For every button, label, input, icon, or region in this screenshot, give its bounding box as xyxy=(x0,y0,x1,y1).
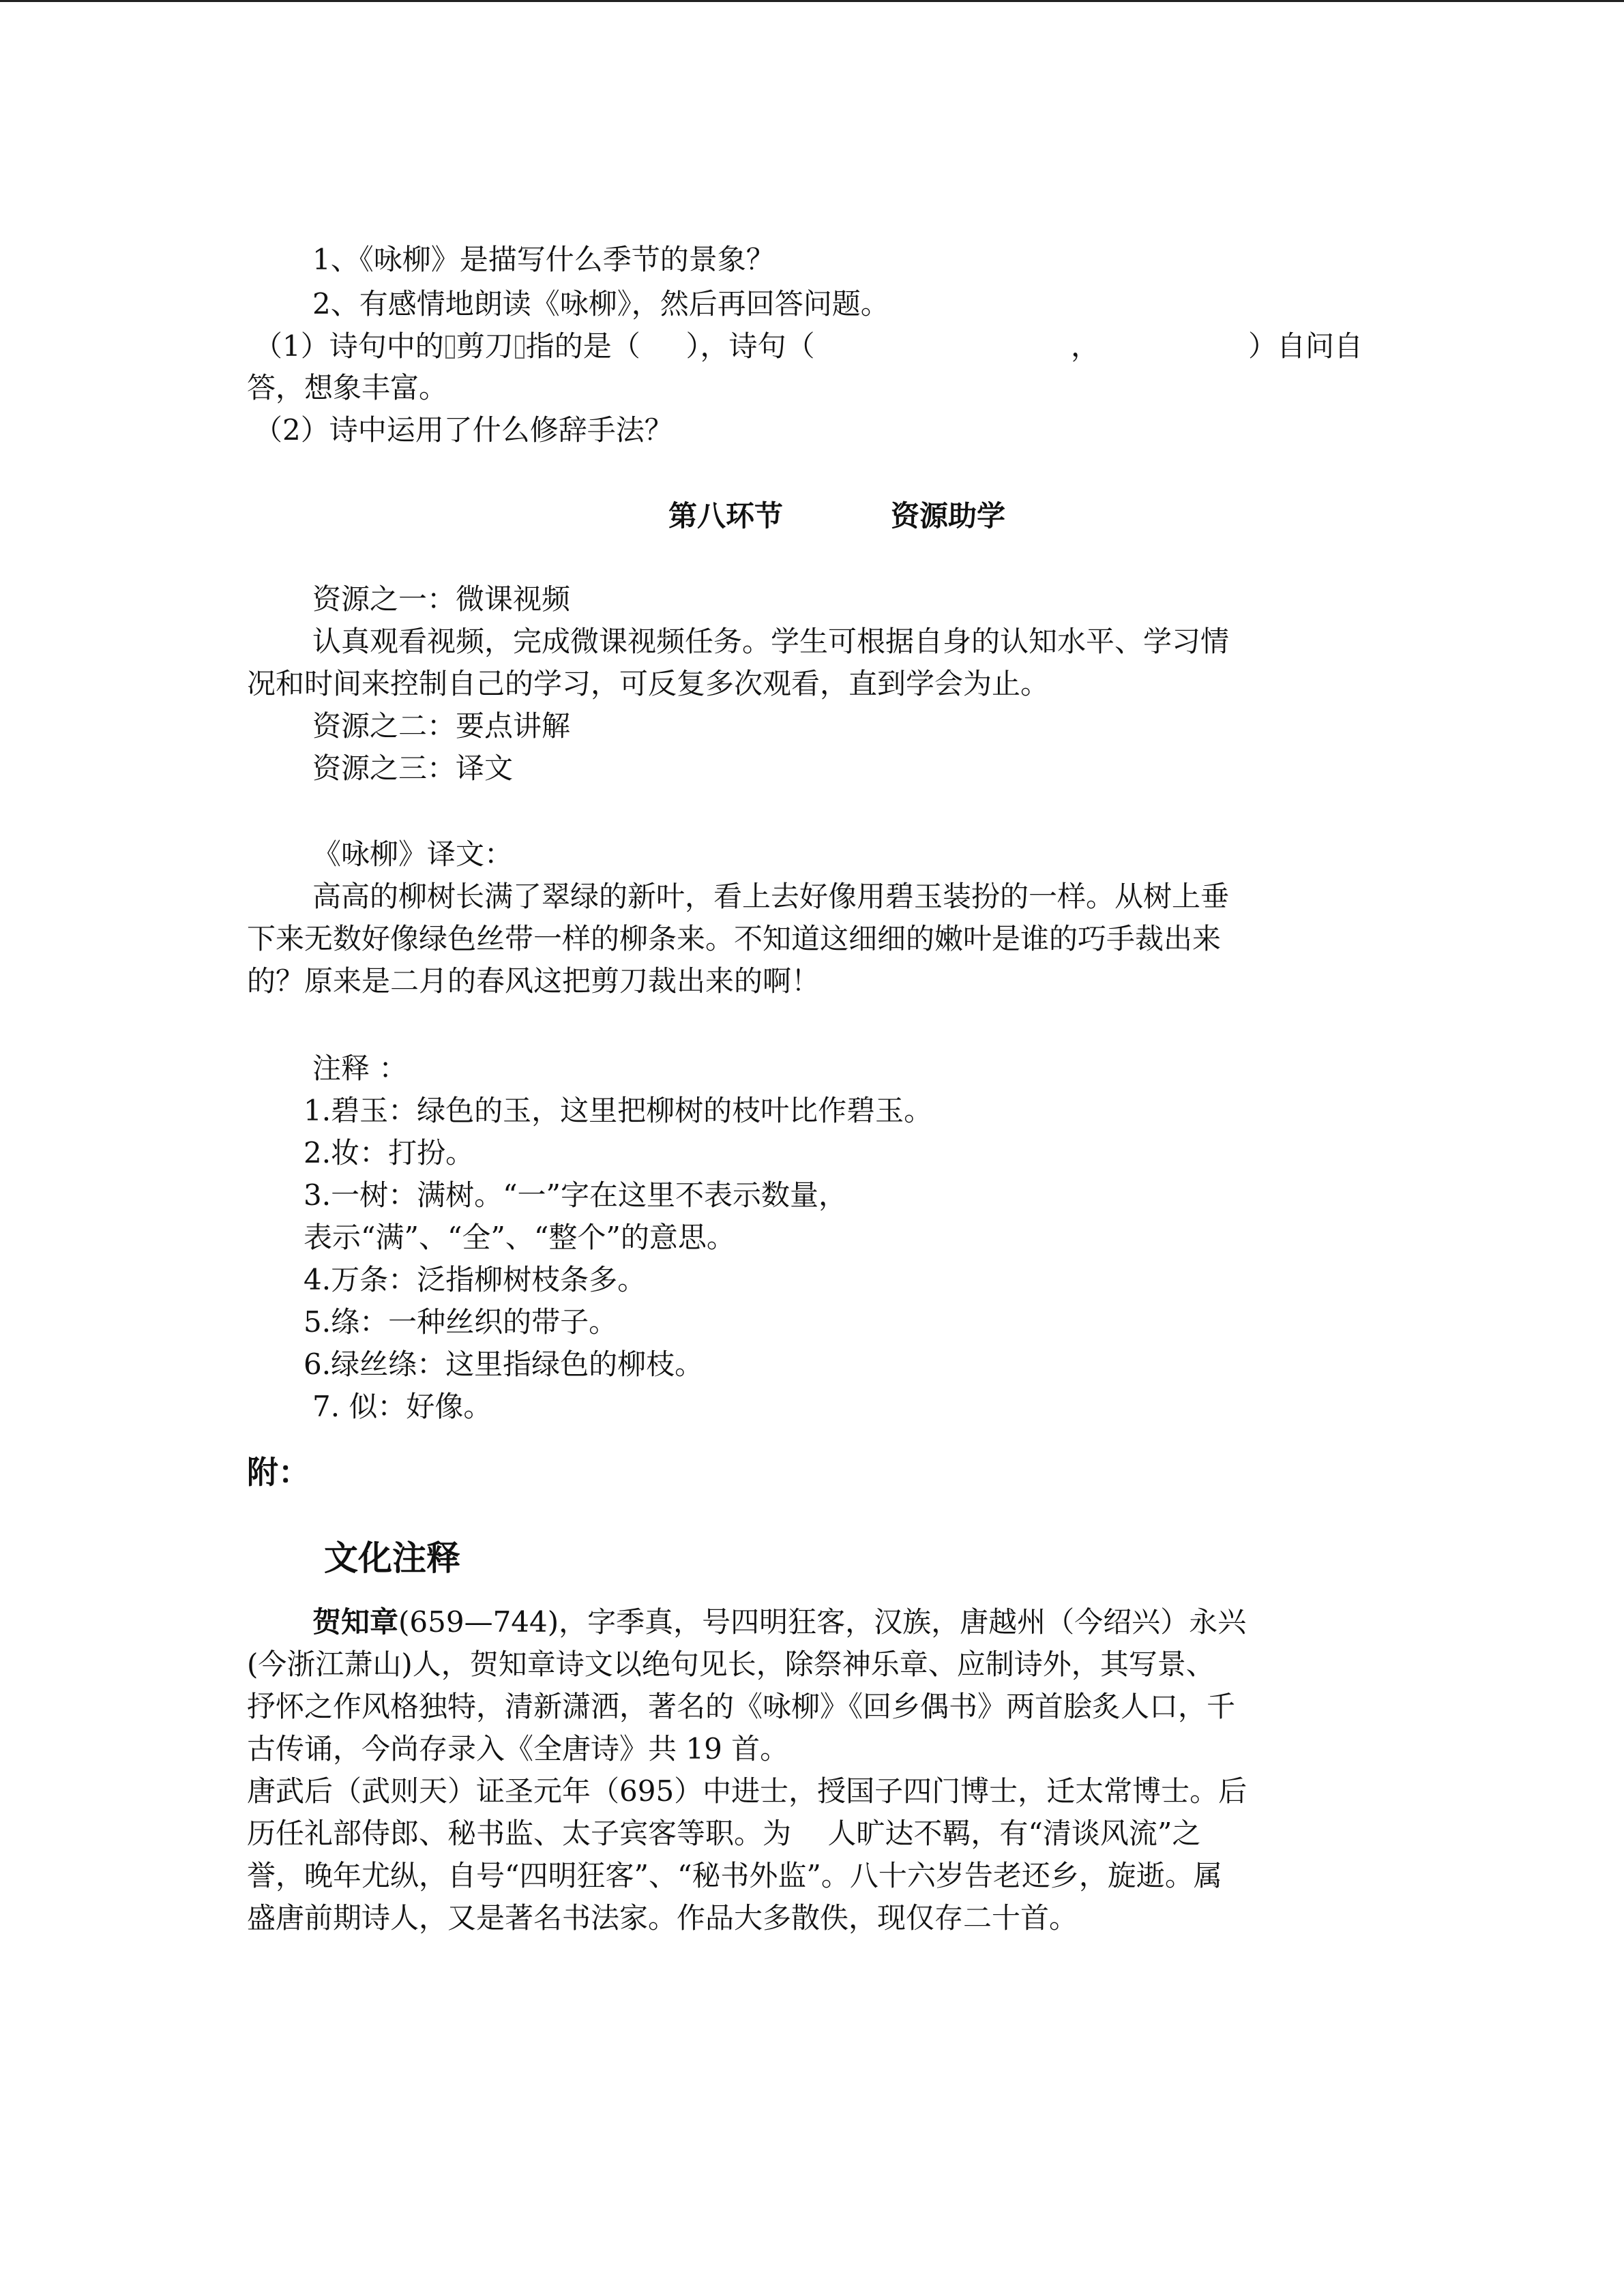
note-item: 4.万条：泛指柳树枝条多。 xyxy=(304,1263,647,1296)
culture-notes-title: 文化注释 xyxy=(324,1538,460,1578)
resource-3-label: 资源之三：译文 xyxy=(312,751,514,785)
note-item: 7. 似：好像。 xyxy=(312,1390,492,1423)
appendix-label: 附： xyxy=(247,1454,310,1491)
bio-line-1-rest: (659—744)，字季真，号四明狂客，汉族，唐越州（今绍兴）永兴 xyxy=(398,1605,1247,1639)
bio-line-6: 历任礼部侍郎、秘书监、太子宾客等职。为 人旷达不羁，有“清谈风流”之 xyxy=(247,1817,1201,1850)
note-item: 3.一树：满树。“一”字在这里不表示数量， xyxy=(304,1178,848,1212)
note-item: 1.碧玉：绿色的玉，这里把柳树的枝叶比作碧玉。 xyxy=(304,1094,933,1127)
translation-line-1: 高高的柳树长满了翠绿的新叶，看上去好像用碧玉装扮的一样。从树上垂 xyxy=(312,880,1230,913)
notes-label: 注释 ： xyxy=(312,1052,408,1085)
author-name: 贺知章 xyxy=(312,1605,399,1639)
resource-2-label: 资源之二：要点讲解 xyxy=(312,709,571,743)
translation-label: 《咏柳》译文： xyxy=(312,837,514,871)
bio-line-7: 誉，晚年尤纵，自号“四明狂客”、“秘书外监”。八十六岁告老还乡，旋逝。属 xyxy=(247,1859,1222,1892)
bio-line-3: 抒怀之作风格独特，清新潇洒，著名的《咏柳》《回乡偶书》两首脍炙人口，千 xyxy=(247,1690,1236,1723)
bio-line-5: 唐武后（武则天）证圣元年（695）中进士，授国子四门博士，迁太常博士。后 xyxy=(247,1774,1247,1808)
note-item: 5.绦：一种丝织的带子。 xyxy=(304,1305,618,1339)
note-item: 2.妆：打扮。 xyxy=(304,1136,475,1169)
question-2-1-comma: ， xyxy=(1071,329,1100,363)
question-1: 1、《咏柳》是描写什么季节的景象？ xyxy=(312,243,775,276)
note-item: 6.绿丝绦：这里指绿色的柳枝。 xyxy=(304,1347,704,1381)
question-2-1-ending: ）自问自 xyxy=(1248,329,1363,363)
note-item: 表示“满”、“全”、“整个”的意思。 xyxy=(304,1221,735,1254)
bio-line-1 xyxy=(312,1601,1246,1643)
resource-1-text-line-1: 认真观看视频，完成微课视频任务。学生可根据自身的认知水平、学习情 xyxy=(312,625,1230,658)
translation-line-3: 的？原来是二月的春风这把剪刀裁出来的啊！ xyxy=(247,964,821,998)
resource-1-text-line-2: 况和时间来控制自己的学习，可反复多次观看，直到学会为止。 xyxy=(247,667,1050,700)
question-2-1-continued: 答，想象丰富。 xyxy=(247,371,448,404)
question-2-1-part-b: 剪刀 xyxy=(456,329,514,363)
resource-1-label: 资源之一：微课视频 xyxy=(312,582,571,616)
section-8-title-left: 第八环节 xyxy=(668,499,784,533)
missing-glyph-box xyxy=(515,336,525,359)
question-2-2: （2）诗中运用了什么修辞手法？ xyxy=(254,413,673,447)
bio-line-8: 盛唐前期诗人，又是著名书法家。作品大多散佚，现仅存二十首。 xyxy=(247,1901,1078,1935)
translation-line-2: 下来无数好像绿色丝带一样的柳条来。不知道这细细的嫩叶是谁的巧手裁出来 xyxy=(247,922,1222,955)
question-2: 2、有感情地朗读《咏柳》，然后再回答问题。 xyxy=(312,287,889,320)
bio-line-2: (今浙江萧山)人，贺知章诗文以绝句见长，除祭神乐章、应制诗外，其写景、 xyxy=(247,1648,1215,1681)
bio-line-4: 古传诵，今尚存录入《全唐诗》共 19 首。 xyxy=(247,1732,789,1765)
question-2-1-part-c: 指的是（ ），诗句（ xyxy=(525,329,815,363)
question-2-1-part-a: （1）诗句中的 xyxy=(254,329,444,363)
missing-glyph-box xyxy=(445,336,455,359)
page-top-border xyxy=(0,0,1624,2)
section-8-title-right: 资源助学 xyxy=(891,499,1006,533)
question-2-1 xyxy=(254,325,815,368)
